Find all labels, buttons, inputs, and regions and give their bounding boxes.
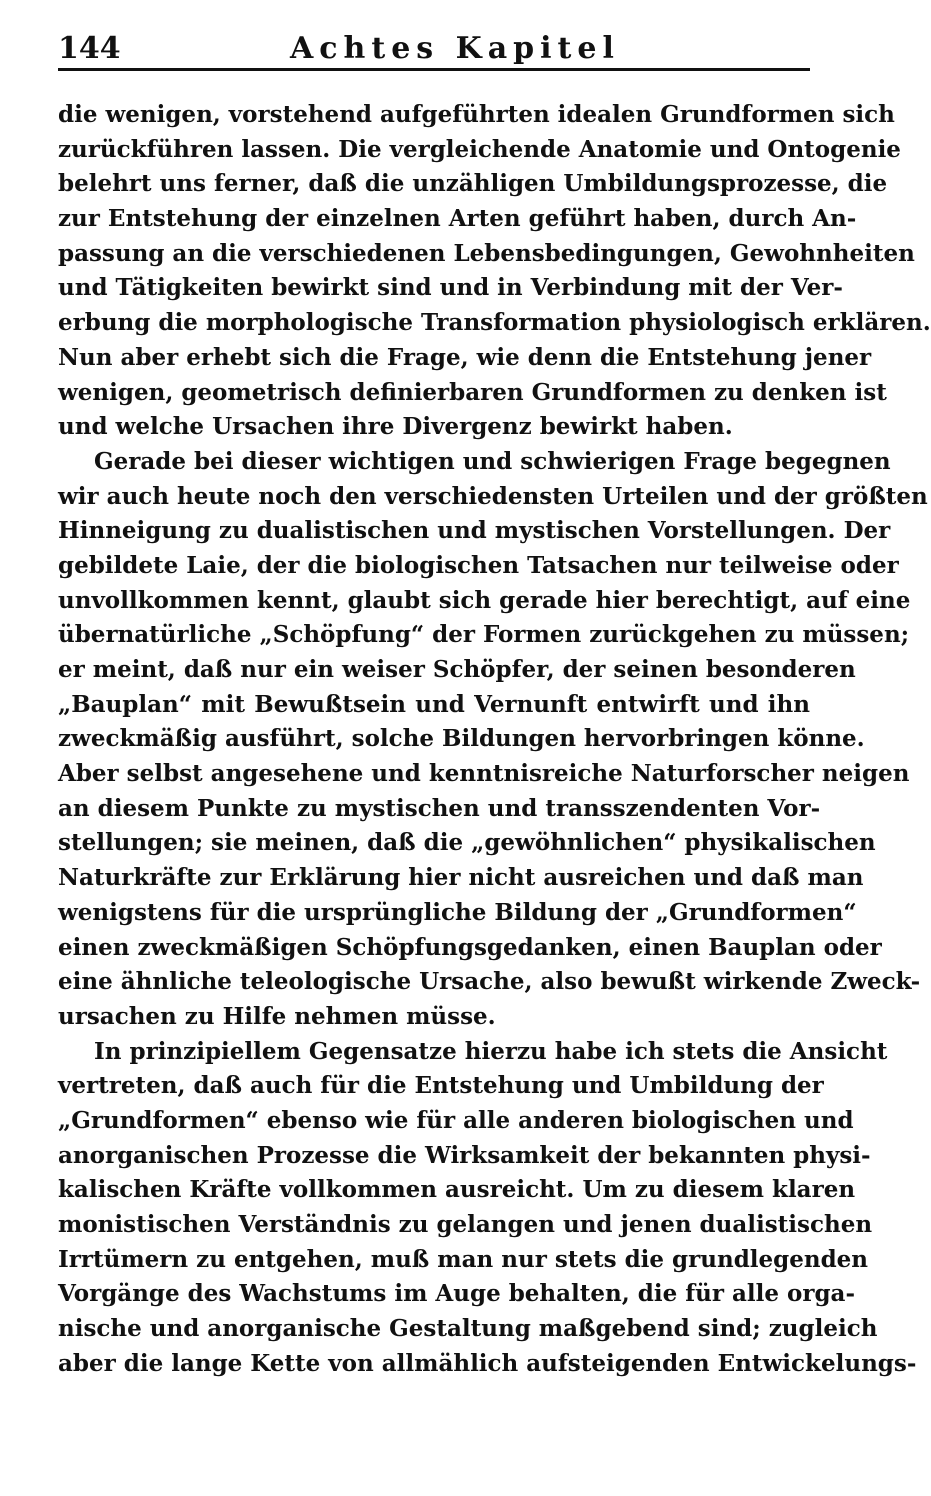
text-line: und welche Ursachen ihre Divergenz bewirkt haben.	[58, 413, 733, 441]
paragraph	[58, 98, 931, 445]
text-line: zurückführen lassen. Die vergleichende Anatomie und Ontogenie	[58, 135, 901, 163]
text-line: ursachen zu Hilfe nehmen müsse.	[58, 1002, 496, 1030]
text-line: kalischen Kräfte vollkommen ausreicht. Um zu diesem klaren	[58, 1176, 856, 1204]
text-line: belehrt uns ferner, daß die unzähligen Umbildungsprozesse, die	[58, 170, 888, 198]
header-rule	[58, 68, 810, 71]
text-line: einen zweckmäßigen Schöpfungsgedanken, einen Bauplan oder	[58, 933, 882, 961]
text-line: Aber selbst angesehene und kenntnisreiche Naturforscher neigen	[58, 760, 910, 788]
text-line: Vorgänge des Wachstums im Auge behalten, die für alle orga-	[58, 1280, 855, 1308]
text-line: stellungen; sie meinen, daß die „gewöhnlichen“ physikalischen	[58, 829, 876, 857]
paragraph	[58, 445, 928, 1035]
text-line: nische und anorganische Gestaltung maßgebend sind; zugleich	[58, 1315, 878, 1343]
text-line: und Tätigkeiten bewirkt sind und in Verbindung mit der Ver-	[58, 274, 843, 302]
text-line: Gerade bei dieser wichtigen und schwierigen Frage begegnen	[94, 447, 891, 475]
text-line: „Bauplan“ mit Bewußtsein und Vernunft entwirft und ihn	[58, 690, 810, 718]
text-line: anorganischen Prozesse die Wirksamkeit der bekannten physi-	[58, 1141, 871, 1169]
text-line: Hinneigung zu dualistischen und mystischen Vorstellungen. Der	[58, 517, 891, 545]
text-line: In prinzipiellem Gegensatze hierzu habe ich stets die Ansicht	[94, 1037, 888, 1065]
text-line: Naturkräfte zur Erklärung hier nicht ausreichen und daß man	[58, 864, 864, 892]
text-line: aber die lange Kette von allmählich aufsteigenden Entwickelungs-	[58, 1349, 917, 1377]
text-line: zweckmäßig ausführt, solche Bildungen hervorbringen könne.	[58, 725, 865, 753]
text-line: wenigen, geometrisch definierbaren Grundformen zu denken ist	[58, 378, 887, 406]
text-line: wir auch heute noch den verschiedensten Urteilen und der größten	[58, 482, 928, 510]
text-line: erbung die morphologische Transformation physiologisch erklären.	[58, 309, 931, 337]
text-line: wenigstens für die ursprüngliche Bildung der „Grundformen“	[58, 898, 857, 926]
text-line: passung an die verschiedenen Lebensbedingungen, Gewohnheiten	[58, 239, 915, 267]
text-line: monistischen Verständnis zu gelangen und jenen dualistischen	[58, 1211, 873, 1238]
text-line: gebildete Laie, der die biologischen Tatsachen nur teilweise oder	[58, 551, 899, 579]
text-line: an diesem Punkte zu mystischen und transszendenten Vor-	[58, 794, 821, 822]
text-line: übernatürliche „Schöpfung“ der Formen zurückgehen zu müssen;	[58, 621, 910, 649]
text-line: vertreten, daß auch für die Entstehung und Umbildung der	[58, 1072, 824, 1100]
page-header	[58, 30, 810, 70]
text-line: Nun aber erhebt sich die Frage, wie denn die Entstehung jener	[58, 343, 872, 371]
page-number: 144	[58, 31, 121, 66]
text-line: eine ähnliche teleologische Ursache, also bewußt wirkende Zweck-	[58, 968, 921, 996]
text-line: Irrtümern zu entgehen, muß man nur stets die grundlegenden	[58, 1245, 869, 1273]
paragraph	[58, 1035, 917, 1382]
text-line: die wenigen, vorstehend aufgeführten idealen Grundformen sich	[58, 101, 895, 128]
text-line: „Grundformen“ ebenso wie für alle anderen biologischen und	[58, 1106, 854, 1134]
body-text	[58, 98, 931, 1381]
text-line: zur Entstehung der einzelnen Arten geführt haben, durch An-	[58, 205, 857, 233]
text-line: er meint, daß nur ein weiser Schöpfer, der seinen besonderen	[58, 656, 856, 683]
running-head: Achtes Kapitel	[290, 31, 620, 66]
text-line: unvollkommen kennt, glaubt sich gerade hier berechtigt, auf eine	[58, 586, 911, 614]
